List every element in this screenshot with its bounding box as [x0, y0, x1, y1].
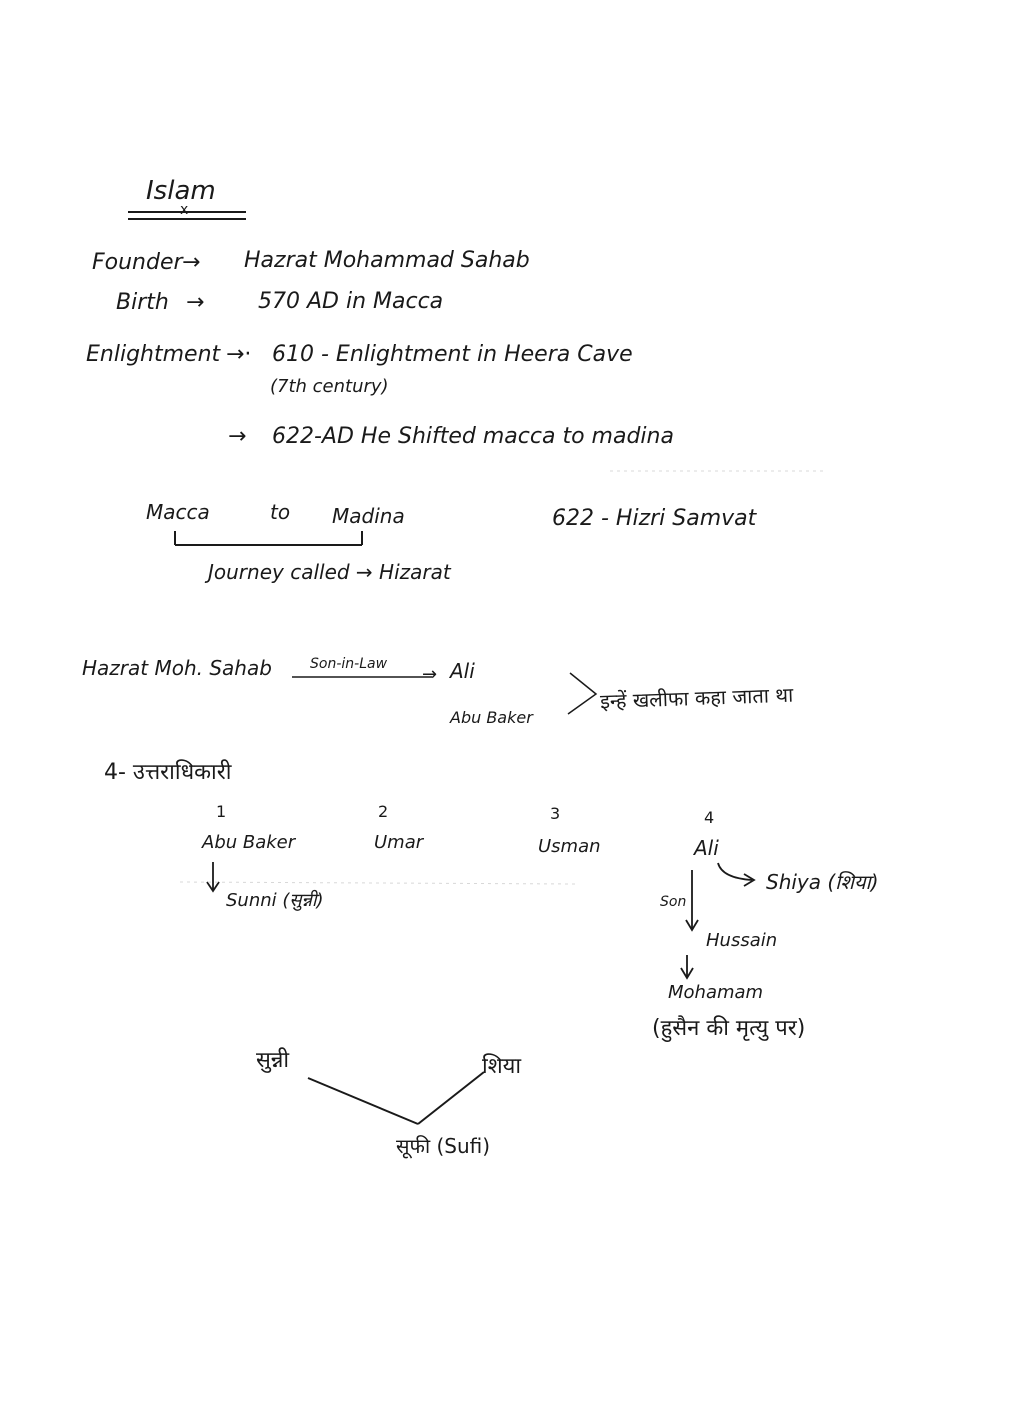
merge-left-label: सुन्नी	[256, 1048, 290, 1073]
shift-arrow: →	[228, 424, 247, 449]
journey-from: Macca	[146, 500, 210, 524]
successor-name-2: Umar	[374, 832, 424, 853]
founder-value: Hazrat Mohammad Sahab	[244, 248, 530, 273]
journey-called: Journey called → Hizarat	[208, 560, 451, 584]
birth-label: Birth	[116, 290, 169, 315]
merge-right-line	[418, 1072, 484, 1124]
succession-abu: Abu Baker	[450, 708, 533, 727]
son-label: Son	[660, 894, 687, 910]
successors-heading: 4- उत्तराधिकारी	[104, 760, 232, 785]
successor-name-4: Ali	[694, 836, 719, 860]
death-note: (हुसैन की मृत्यु पर)	[652, 1016, 806, 1041]
enlightment-century: (7th century)	[270, 376, 389, 397]
son-in-law-label: Son-in-Law	[310, 656, 388, 672]
hussain-label: Hussain	[706, 930, 778, 951]
sunni-label: Sunni (सुन्नी)	[226, 890, 324, 911]
birth-arrow: →	[186, 290, 205, 315]
mohamam-label: Mohamam	[668, 982, 764, 1003]
succession-left: Hazrat Moh. Sahab	[82, 656, 272, 680]
shift-text: 622-AD He Shifted macca to madina	[272, 424, 674, 449]
enlightment-label: Enlightment	[86, 342, 221, 367]
succession-ali: Ali	[450, 659, 475, 683]
successor-num-2: 2	[378, 802, 389, 821]
enlightment-arrow: →·	[226, 342, 252, 367]
page-title: Islam	[146, 176, 216, 206]
journey-to-word: to	[270, 500, 291, 524]
merge-bottom-label: सूफी (Sufi)	[396, 1134, 491, 1158]
merge-left-line	[308, 1078, 418, 1124]
successor-name-1: Abu Baker	[202, 832, 296, 853]
successor-num-3: 3	[550, 804, 561, 823]
merge-right-label: शिया	[482, 1054, 522, 1079]
shiya-label: Shiya (शिया)	[766, 870, 879, 894]
angle-bracket	[568, 673, 596, 714]
successor-name-3: Usman	[538, 836, 601, 857]
successor-num-4: 4	[704, 808, 715, 827]
son-in-law-arrow: →	[422, 664, 438, 685]
hizri-samvat: 622 - Hizri Samvat	[552, 506, 757, 531]
enlightment-value: 610 - Enlightment in Heera Cave	[272, 342, 633, 367]
birth-value: 570 AD in Macca	[258, 289, 444, 314]
founder-label: Founder	[92, 250, 183, 275]
founder-arrow: →	[182, 250, 201, 275]
title-mark: x	[180, 202, 189, 218]
arrow-ali-shiya	[718, 863, 752, 880]
khalifa-note: इन्हें खलीफा कहा जाता था	[599, 682, 794, 714]
successor-num-1: 1	[216, 802, 227, 821]
journey-to: Madina	[332, 504, 405, 528]
